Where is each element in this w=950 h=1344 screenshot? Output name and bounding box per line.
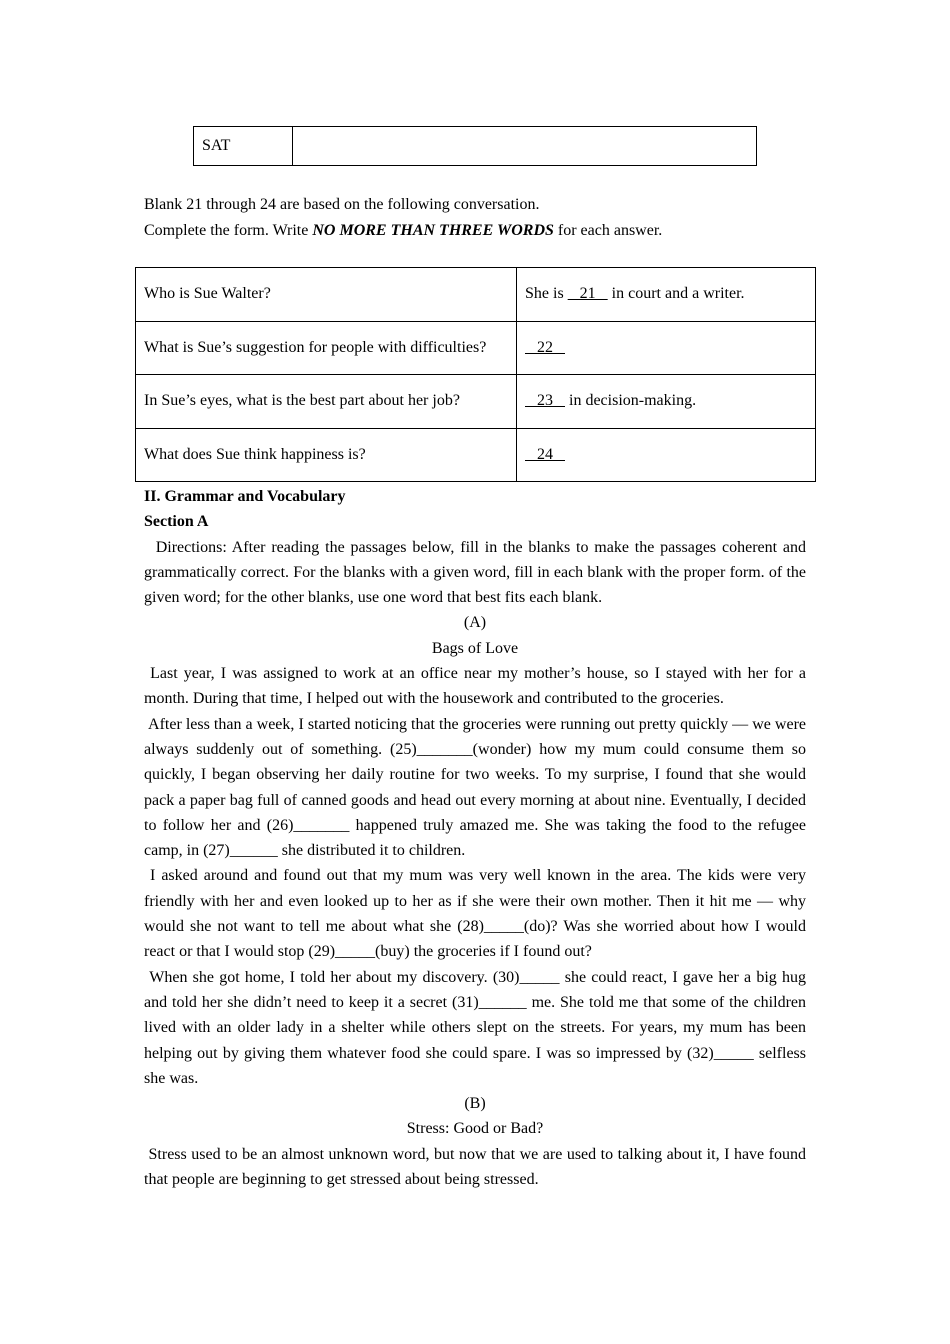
- form-question: What does Sue think happiness is?: [136, 428, 517, 482]
- answer-blank[interactable]: 21: [567, 285, 608, 303]
- form-row: [136, 428, 816, 482]
- form-answer: [517, 268, 816, 322]
- sat-label: SAT: [194, 127, 293, 166]
- form-question: What is Sue’s suggestion for people with difficulties?: [136, 321, 517, 375]
- sat-value: [293, 127, 757, 166]
- answer-post: in decision-making.: [565, 392, 697, 410]
- passage-b-paragraph: Stress used to be an almost unknown word, but now that we are used to talking about it, I have found that people are beginning to get stressed about being stressed.: [144, 1145, 810, 1189]
- instruction-line-2-pre: Complete the form. Write: [144, 221, 313, 239]
- section-heading: II. Grammar and Vocabulary: [144, 488, 346, 505]
- passage-a-title: Bags of Love: [431, 639, 519, 657]
- form-answer: [517, 375, 816, 429]
- instruction-line-2: [144, 218, 662, 244]
- form-answer: [517, 321, 816, 375]
- instruction-line-2-post: for each answer.: [553, 221, 663, 239]
- sat-table: [193, 126, 757, 166]
- form-row: [136, 375, 816, 429]
- section-subheading: Section A: [144, 513, 209, 531]
- form-row: [136, 268, 816, 322]
- answer-blank[interactable]: 24: [525, 445, 565, 463]
- form-row: [136, 321, 816, 375]
- passage-b-label: (B): [464, 1095, 486, 1113]
- answer-blank[interactable]: 22: [525, 338, 565, 356]
- instructions: [144, 192, 662, 243]
- grammar-section: [144, 484, 811, 1192]
- answer-blank[interactable]: 23: [525, 392, 565, 410]
- form-question: In Sue’s eyes, what is the best part about her job?: [136, 375, 517, 429]
- form-answer: [517, 428, 816, 482]
- answer-pre: She is: [525, 285, 568, 303]
- directions: Directions: After reading the passages below, fill in the blanks to make the passages coherent and grammatically correct. For the blanks with a given word, fill in each blank with the proper form. of the given word; for the other blanks, use one word that best fits each blank.: [144, 538, 811, 607]
- passage-b-title: Stress: Good or Bad?: [406, 1120, 544, 1138]
- passage-a-paragraph: After less than a week, I started noticing that the groceries were running out pretty quickly — we were always suddenly out of something. (25)_______(wonder) how my mum could consume them so quickly, I began observing her daily routine for two weeks. To my surprise, I found that she would pack a paper bag full of canned goods and head out every morning at about nine. Eventually, I decided to follow her and (26)_______ happened truly amazed me. She was taking the food to the refugee camp, in (27)______ she distributed it to children.: [144, 715, 810, 860]
- passage-a-paragraph: I asked around and found out that my mum was very well known in the area. The kids were very friendly with her and even looked up to her as if she were their own mother. Then it hit me — why would she not want to tell me about what she (28)_____(do)? Was she worried about how I would react or that I would stop (29)_____(buy) the groceries if I found out?: [144, 867, 811, 961]
- instruction-line-1: Blank 21 through 24 are based on the following conversation.: [144, 196, 540, 213]
- passage-a-paragraph: Last year, I was assigned to work at an office near my mother’s house, so I stayed with her for a month. During that time, I helped out with the housework and contributed to the groceries.: [144, 665, 810, 708]
- instruction-emphasis: NO MORE THAN THREE WORDS: [312, 221, 554, 239]
- passage-a-paragraph: When she got home, I told her about my discovery. (30)_____ she could react, I gave her a big hug and told her she didn’t need to keep it a secret (31)______ me. She told me that some of the children lived with an older lady in a shelter while others slept on the streets. For years, my mum has been helping out by giving them whatever food she could spare. I was so impressed by (32)_____ selfless she was.: [144, 968, 810, 1087]
- passage-a-label: (A): [463, 614, 487, 632]
- form-question: Who is Sue Walter?: [136, 268, 517, 322]
- conversation-form: [135, 267, 816, 482]
- answer-post: in court and a writer.: [607, 285, 745, 303]
